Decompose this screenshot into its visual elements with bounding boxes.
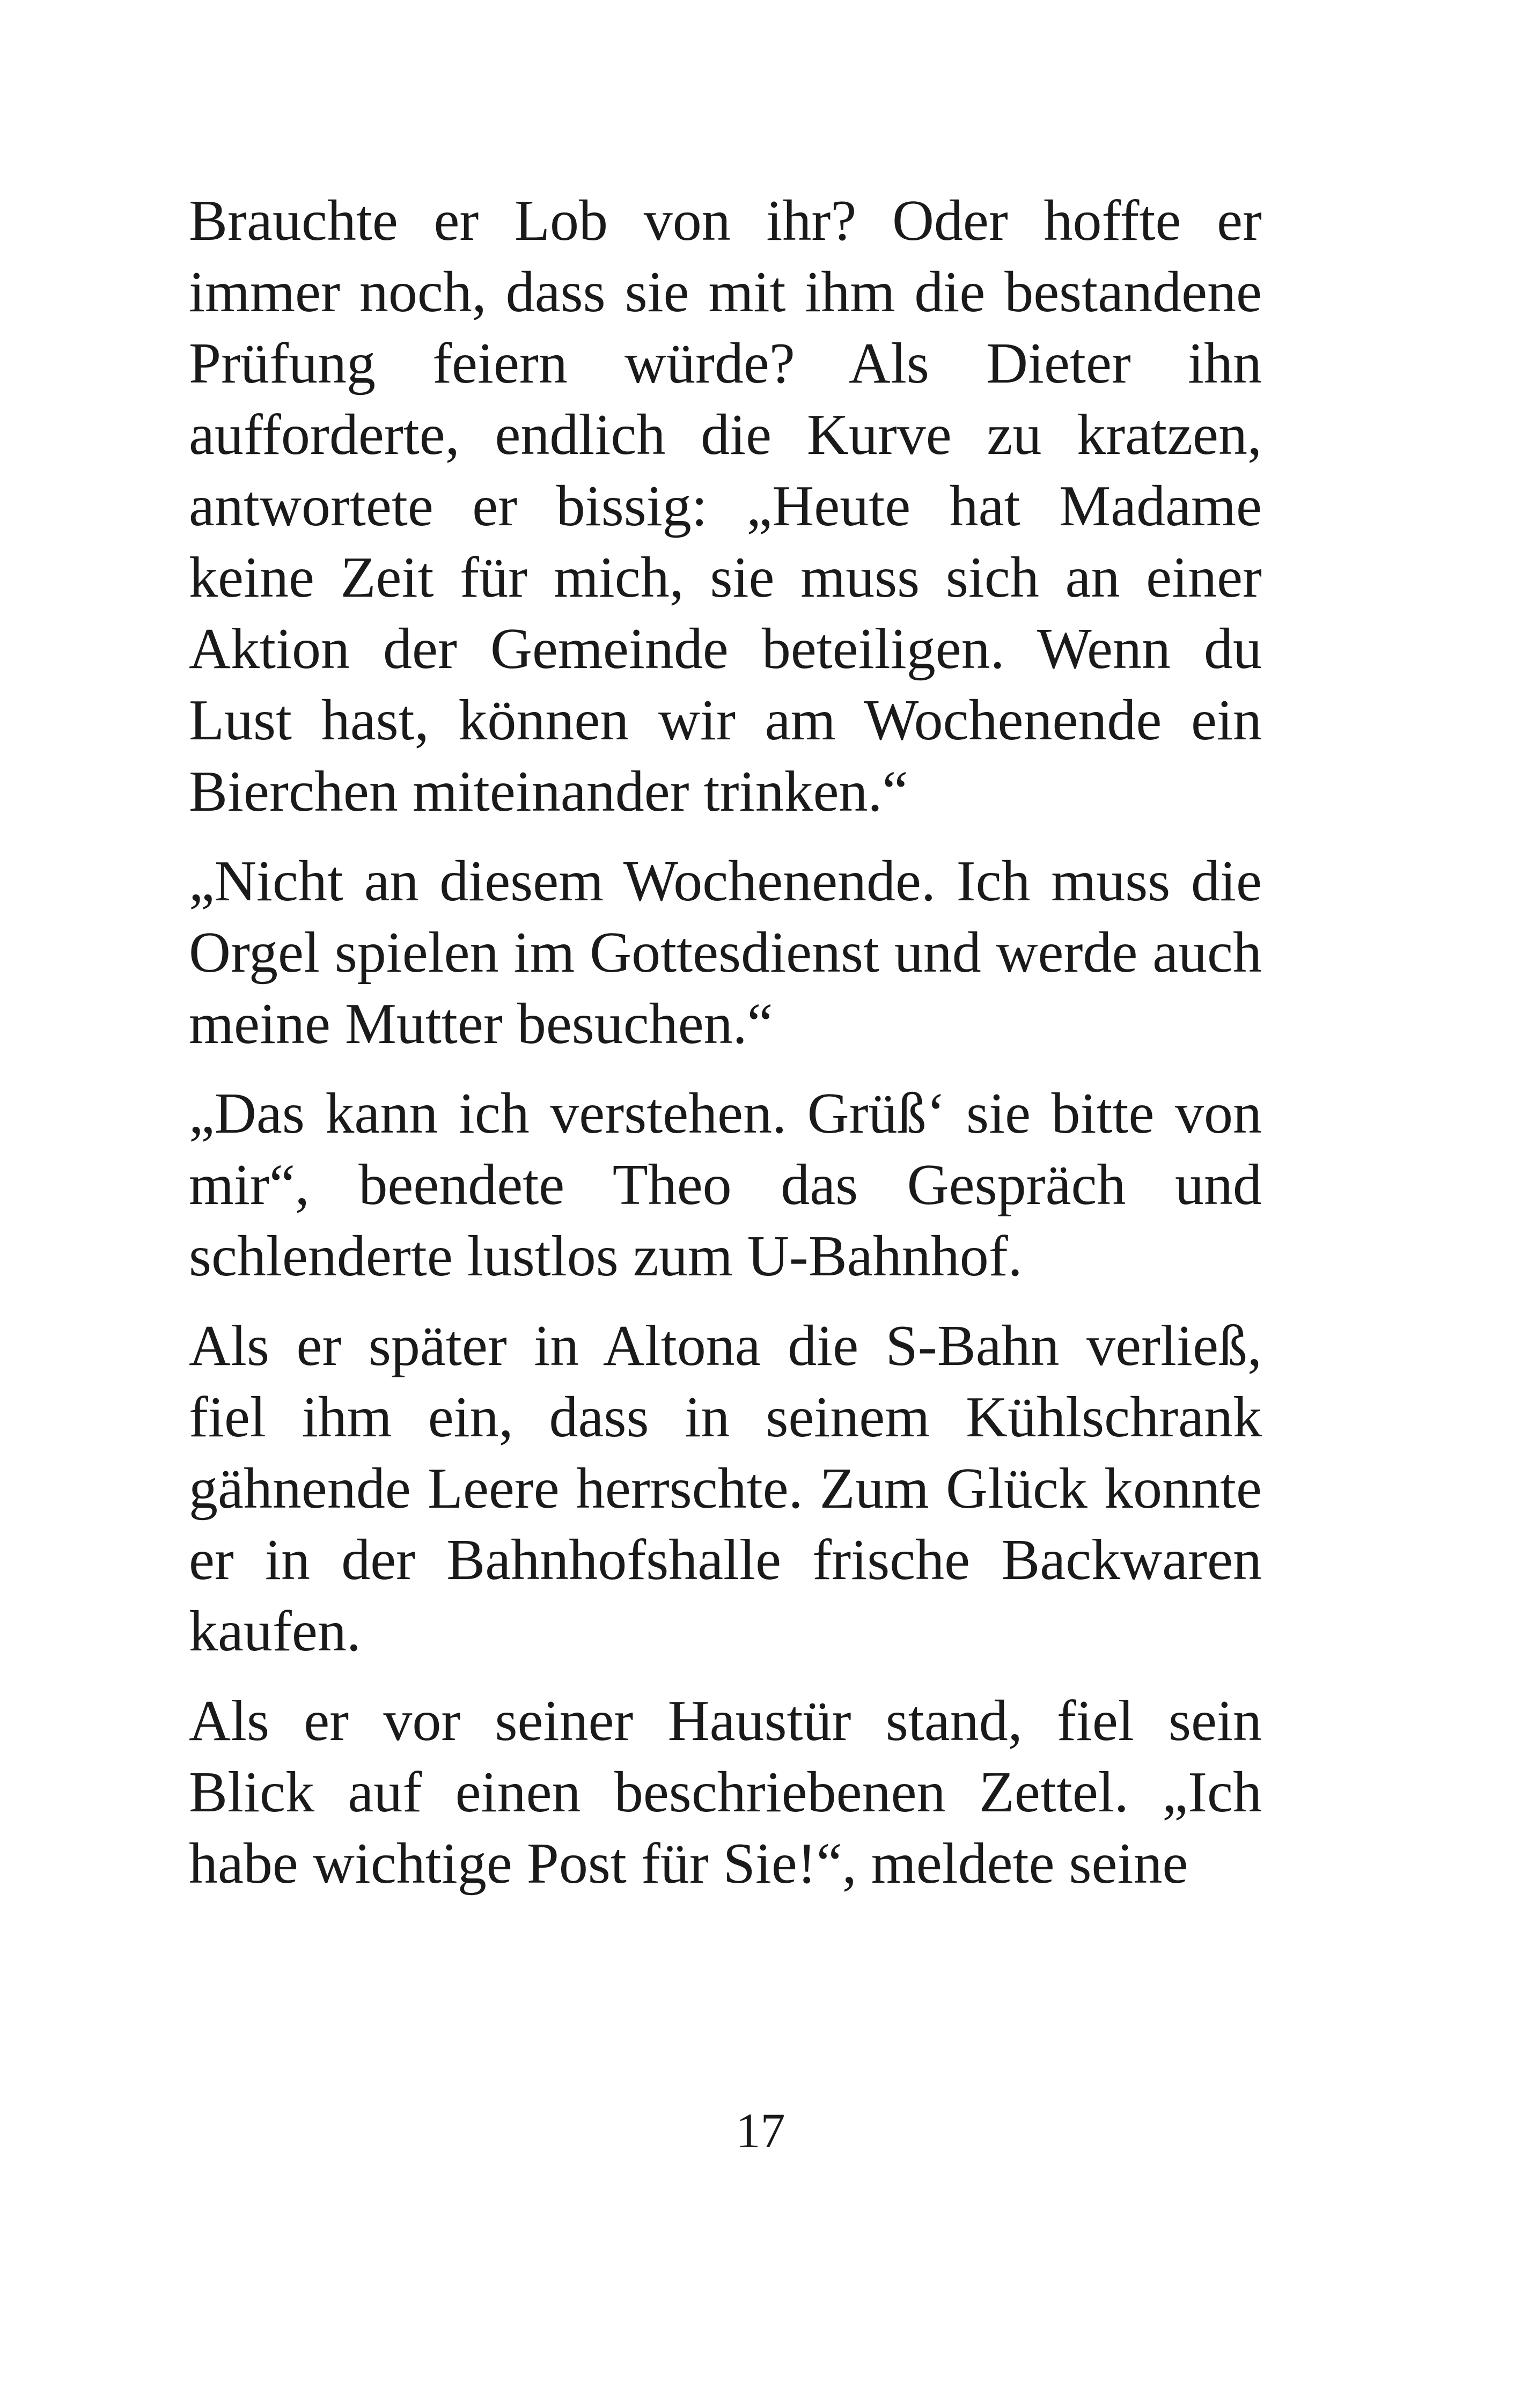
paragraph-3: „Das kann ich verstehen. Grüß‘ sie bitte von mir“, beendete Theo das Gespräch und schlenderte lustlos zum U-Bahnhof. [189,1082,1262,1288]
paragraph-1: Brauchte er Lob von ihr? Oder hoffte er immer noch, dass sie mit ihm die bestandene Prüfung feiern würde? Als Dieter ihn aufforderte, endlich die Kurve zu kratzen, antwortete er bissig: „Heute hat Madame keine Zeit für mich, sie muss sich an einer Aktion der Gemeinde beteiligen. Wenn du Lust hast, können wir am Wochenende ein Bierchen miteinander trinken.“ [189,189,1262,824]
page-body [189,185,1262,1918]
paragraph-2: „Nicht an diesem Wochenende. Ich muss die Orgel spielen im Gottesdienst und werde auch meine Mutter besuchen.“ [189,849,1262,1056]
paragraph-5: Als er vor seiner Haustür stand, fiel sein Blick auf einen beschriebenen Zettel. „Ich habe wichtige Post für Sie!“, meldete seine [189,1689,1262,1896]
paragraph-4: Als er später in Altona die S-Bahn verließ, fiel ihm ein, dass in seinem Kühlschrank gähnende Leere herrschte. Zum Glück konnte er in der Bahnhofshalle frische Backwaren kaufen. [189,1314,1262,1663]
page-number: 17 [736,2103,785,2158]
